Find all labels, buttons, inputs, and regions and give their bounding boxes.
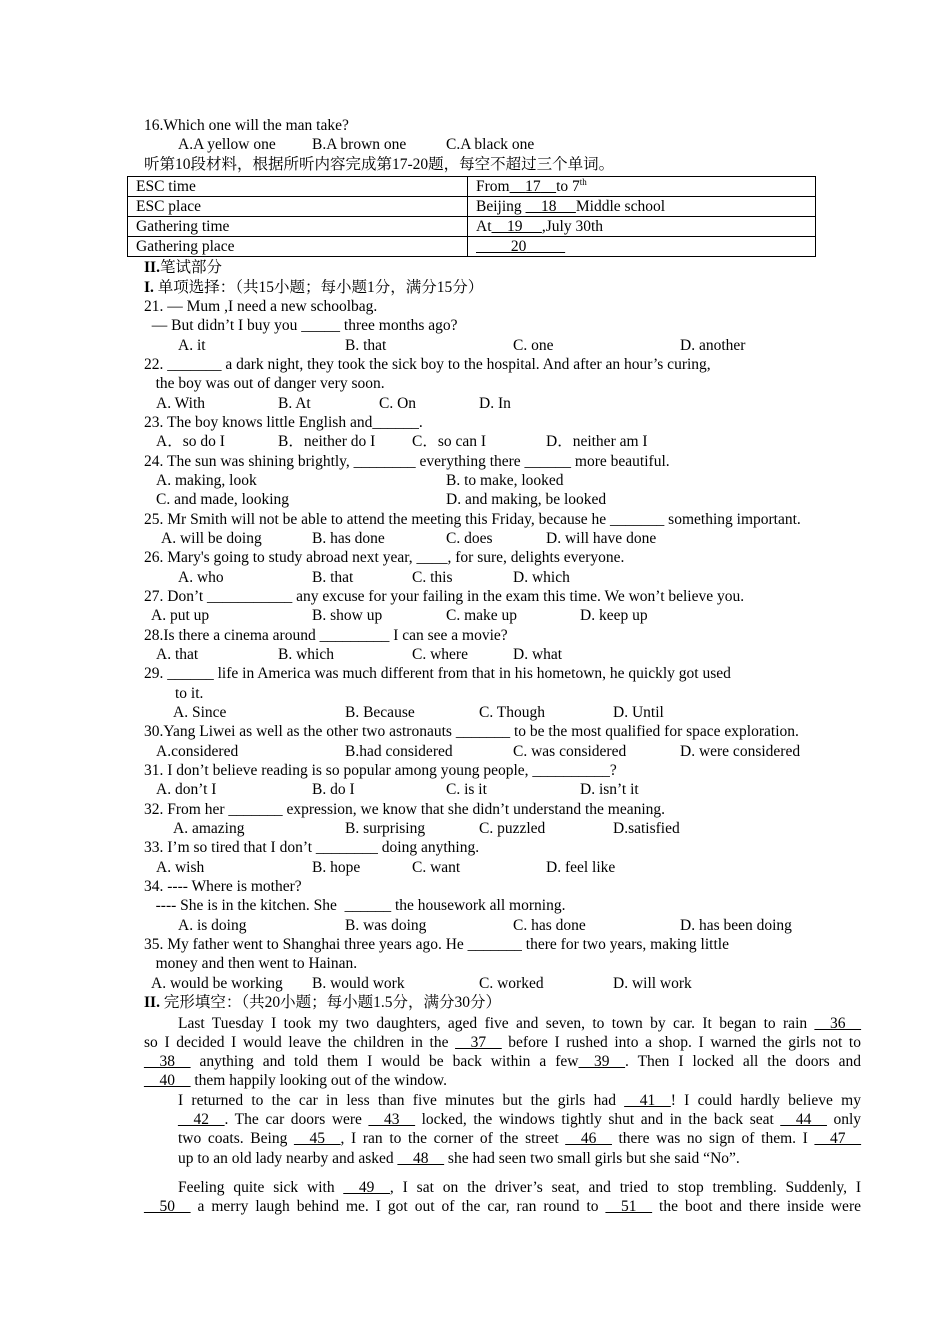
- cloze-blank-36: __36__: [814, 1015, 861, 1032]
- q35-stem: 35. My father went to Shanghai three years ago. He _______ there for two years, making little: [144, 936, 729, 953]
- q32-stem: 32. From her _______ expression, we know that she didn’t understand the meaning.: [144, 801, 666, 818]
- q35-option-a: A. would be working: [151, 975, 283, 992]
- q34-stem: ---- She is in the kitchen. She ______ the housework all morning.: [144, 897, 566, 914]
- q28-option-b: B. which: [278, 646, 334, 663]
- cloze-blank-37: __37__: [455, 1034, 502, 1051]
- table-row: [128, 217, 816, 237]
- q16-option-c: C.A black one: [446, 136, 535, 153]
- q31-option-d: D. isn’t it: [580, 781, 639, 798]
- q27-stem: 27. Don’t ___________ any excuse for your failing in the exam this time. We won’t believe you.: [144, 588, 745, 605]
- table-label: Gathering place: [128, 237, 468, 257]
- q34-option-c: C. has done: [513, 917, 586, 934]
- cloze-blank-41: __41__: [624, 1092, 671, 1109]
- table-label: Gathering time: [128, 217, 468, 237]
- written-part-heading: II.笔试部分: [144, 259, 222, 276]
- q23-stem: 23. The boy knows little English and______.: [144, 414, 423, 431]
- cloze-p3-line2: __50__ a merry laugh behind me. I got out of the car, ran round to __51__ the boot and there inside were: [144, 1198, 861, 1215]
- q27-option-b: B. show up: [312, 607, 383, 624]
- cloze-p1-line4: __40__ them happily looking out of the window.: [144, 1072, 447, 1089]
- section1-heading: I. 单项选择：（共15小题；每小题1分，满分15分）: [144, 279, 484, 296]
- table-value: From 17 to 7th: [468, 177, 816, 197]
- cloze-blank-43: __43__: [368, 1111, 415, 1128]
- cloze-p2-line3: two coats. Being __45__, I ran to the corner of the street __46__ there was no sign of them. I __47__: [178, 1130, 861, 1147]
- q29-stem: to it.: [144, 685, 204, 702]
- q34-option-a: A. is doing: [178, 917, 247, 934]
- q27-option-c: C. make up: [446, 607, 518, 624]
- q29-option-b: B. Because: [345, 704, 415, 721]
- q22-stem: the boy was out of danger very soon.: [144, 375, 385, 392]
- q25-option-a: A. will be doing: [161, 530, 262, 547]
- cloze-p1-line1: Last Tuesday I took my two daughters, aged five and seven, to town by car. It began to rain __36__: [178, 1015, 861, 1032]
- q24-option-a: A. making, look: [156, 472, 257, 489]
- blank-20: 20: [510, 238, 527, 255]
- q28-option-d: D. what: [513, 646, 563, 663]
- cloze-p1-line2: so I decided I would leave the children in the __37__ before I rushed into a shop. I warned the girls not to: [144, 1034, 861, 1051]
- q31-stem: 31. I don’t believe reading is so popular among young people, __________?: [144, 762, 617, 779]
- q25-option-b: B. has done: [312, 530, 385, 547]
- cloze-blank-47: __47__: [814, 1130, 861, 1147]
- cloze-blank-49: __49__: [343, 1179, 390, 1196]
- q30-option-a: A.considered: [156, 743, 239, 760]
- table-value: Beijing 18 Middle school: [468, 197, 816, 217]
- q33-stem: 33. I’m so tired that I don’t ________ doing anything.: [144, 839, 480, 856]
- q29-option-a: A. Since: [173, 704, 227, 721]
- q29-stem: 29. ______ life in America was much different from that in his hometown, he quickly got used: [144, 665, 731, 682]
- cloze-blank-44: __44__: [780, 1111, 827, 1128]
- cloze-p2-line2: __42__. The car doors were __43__ locked, the windows tightly shut and in the back seat __44__ only: [178, 1111, 861, 1128]
- cloze-blank-51: __51__: [605, 1198, 653, 1215]
- q21-stem: — But didn’t I buy you _____ three months ago?: [144, 317, 458, 334]
- q33-option-c: C. want: [412, 859, 461, 876]
- q22-option-d: D. In: [479, 395, 511, 412]
- q16-stem: 16.Which one will the man take?: [144, 117, 349, 134]
- q24-option-b: B. to make, looked: [446, 472, 564, 489]
- q22-option-c: C. On: [379, 395, 417, 412]
- blank-18: 18: [541, 198, 557, 215]
- q23-option-d: D．neither am I: [546, 433, 648, 450]
- q24-stem: 24. The sun was shining brightly, ________ everything there ______ more beautiful.: [144, 453, 670, 470]
- q21-option-c: C. one: [513, 337, 554, 354]
- q32-option-b: B. surprising: [345, 820, 426, 837]
- q26-stem: 26. Mary's going to study abroad next year, ____, for sure, delights everyone.: [144, 549, 625, 566]
- q25-option-c: C. does: [446, 530, 493, 547]
- q34-stem: 34. ---- Where is mother?: [144, 878, 302, 895]
- q35-stem: money and then went to Hainan.: [144, 955, 358, 972]
- q16-option-a: A.A yellow one: [178, 136, 276, 153]
- q34-option-b: B. was doing: [345, 917, 427, 934]
- passage10-instruction: 听第10段材料，根据所听内容完成第17-20题，每空不超过三个单词。: [144, 156, 615, 173]
- q21-option-b: B. that: [345, 337, 387, 354]
- q25-stem: 25. Mr Smith will not be able to attend the meeting this Friday, because he _______ something important.: [144, 511, 801, 528]
- q35-option-c: C. worked: [479, 975, 544, 992]
- table-label: ESC time: [128, 177, 468, 197]
- q23-option-a: A．so do I: [156, 433, 225, 450]
- q35-option-b: B. would work: [312, 975, 405, 992]
- q32-option-d: D.satisfied: [613, 820, 680, 837]
- table-row: [128, 177, 816, 197]
- q33-option-d: D. feel like: [546, 859, 616, 876]
- q30-stem: 30.Yang Liwei as well as the other two astronauts _______ to be the most qualified for space exploration.: [144, 723, 799, 740]
- cloze-p1-line3: __38__ anything and told them I would be back within a few__39__. Then I locked all the doors and: [144, 1053, 862, 1070]
- table-row: [128, 197, 816, 217]
- q23-option-b: B．neither do I: [278, 433, 376, 450]
- info-table: [127, 176, 816, 257]
- q26-option-b: B. that: [312, 569, 354, 586]
- q29-option-c: C. Though: [479, 704, 546, 721]
- q28-option-c: C. where: [412, 646, 468, 663]
- q31-option-a: A. don’t I: [156, 781, 217, 798]
- q28-stem: 28.Is there a cinema around _________ I can see a movie?: [144, 627, 508, 644]
- q35-option-d: D. will work: [613, 975, 692, 992]
- blank-17: 17: [525, 178, 541, 195]
- q22-option-a: A. With: [156, 395, 206, 412]
- q23-option-c: C．so can I: [412, 433, 487, 450]
- q21-option-d: D. another: [680, 337, 746, 354]
- blank-19: 19: [507, 218, 523, 235]
- q33-option-b: B. hope: [312, 859, 361, 876]
- table-label: ESC place: [128, 197, 468, 217]
- cloze-blank-39: __39__: [578, 1053, 625, 1070]
- q32-option-c: C. puzzled: [479, 820, 546, 837]
- q24-option-d: D. and making, be looked: [446, 491, 607, 508]
- q29-option-d: D. Until: [613, 704, 664, 721]
- q27-option-d: D. keep up: [580, 607, 648, 624]
- cloze-blank-40: __40__: [144, 1072, 191, 1089]
- q31-option-b: B. do I: [312, 781, 355, 798]
- q24-option-c: C. and made, looking: [156, 491, 290, 508]
- section2-heading: II. 完形填空：（共20小题；每小题1.5分，满分30分）: [144, 994, 501, 1011]
- q22-stem: 22. _______ a dark night, they took the sick boy to the hospital. And after an hour’s curing,: [144, 356, 711, 373]
- q21-option-a: A. it: [178, 337, 206, 354]
- cloze-blank-38: __38__: [144, 1053, 191, 1070]
- cloze-blank-48: __48__: [397, 1150, 445, 1167]
- q30-option-c: C. was considered: [513, 743, 627, 760]
- q26-option-d: D. which: [513, 569, 570, 586]
- cloze-p3-line1: Feeling quite sick with __49__, I sat on the driver’s seat, and tried to stop trembling. Suddenly, I: [178, 1179, 861, 1196]
- cloze-p2-line4: up to an old lady nearby and asked __48__ she had seen two small girls but she said “No”.: [178, 1150, 740, 1167]
- cloze-p2-line1: I returned to the car in less than five minutes but the girls had __41__! I could hardly believe my: [178, 1092, 861, 1109]
- q27-option-a: A. put up: [151, 607, 210, 624]
- q16-option-b: B.A brown one: [312, 136, 407, 153]
- cloze-blank-50: __50__: [144, 1198, 191, 1215]
- q33-option-a: A. wish: [156, 859, 205, 876]
- q28-option-a: A. that: [156, 646, 199, 663]
- q30-option-b: B.had considered: [345, 743, 453, 760]
- q22-option-b: B. At: [278, 395, 311, 412]
- table-value: [468, 237, 816, 257]
- q31-option-c: C. is it: [446, 781, 487, 798]
- table-value: At 19 ,July 30th: [468, 217, 816, 237]
- q26-option-c: C. this: [412, 569, 453, 586]
- cloze-blank-45: __45__: [294, 1130, 341, 1147]
- q30-option-d: D. were considered: [680, 743, 801, 760]
- cloze-blank-46: __46__: [565, 1130, 612, 1147]
- q32-option-a: A. amazing: [173, 820, 245, 837]
- q21-stem: 21. — Mum ,I need a new schoolbag.: [144, 298, 378, 315]
- table-row: [128, 237, 816, 257]
- q26-option-a: A. who: [178, 569, 224, 586]
- q34-option-d: D. has been doing: [680, 917, 792, 934]
- cloze-blank-42: __42__: [178, 1111, 225, 1128]
- q25-option-d: D. will have done: [546, 530, 657, 547]
